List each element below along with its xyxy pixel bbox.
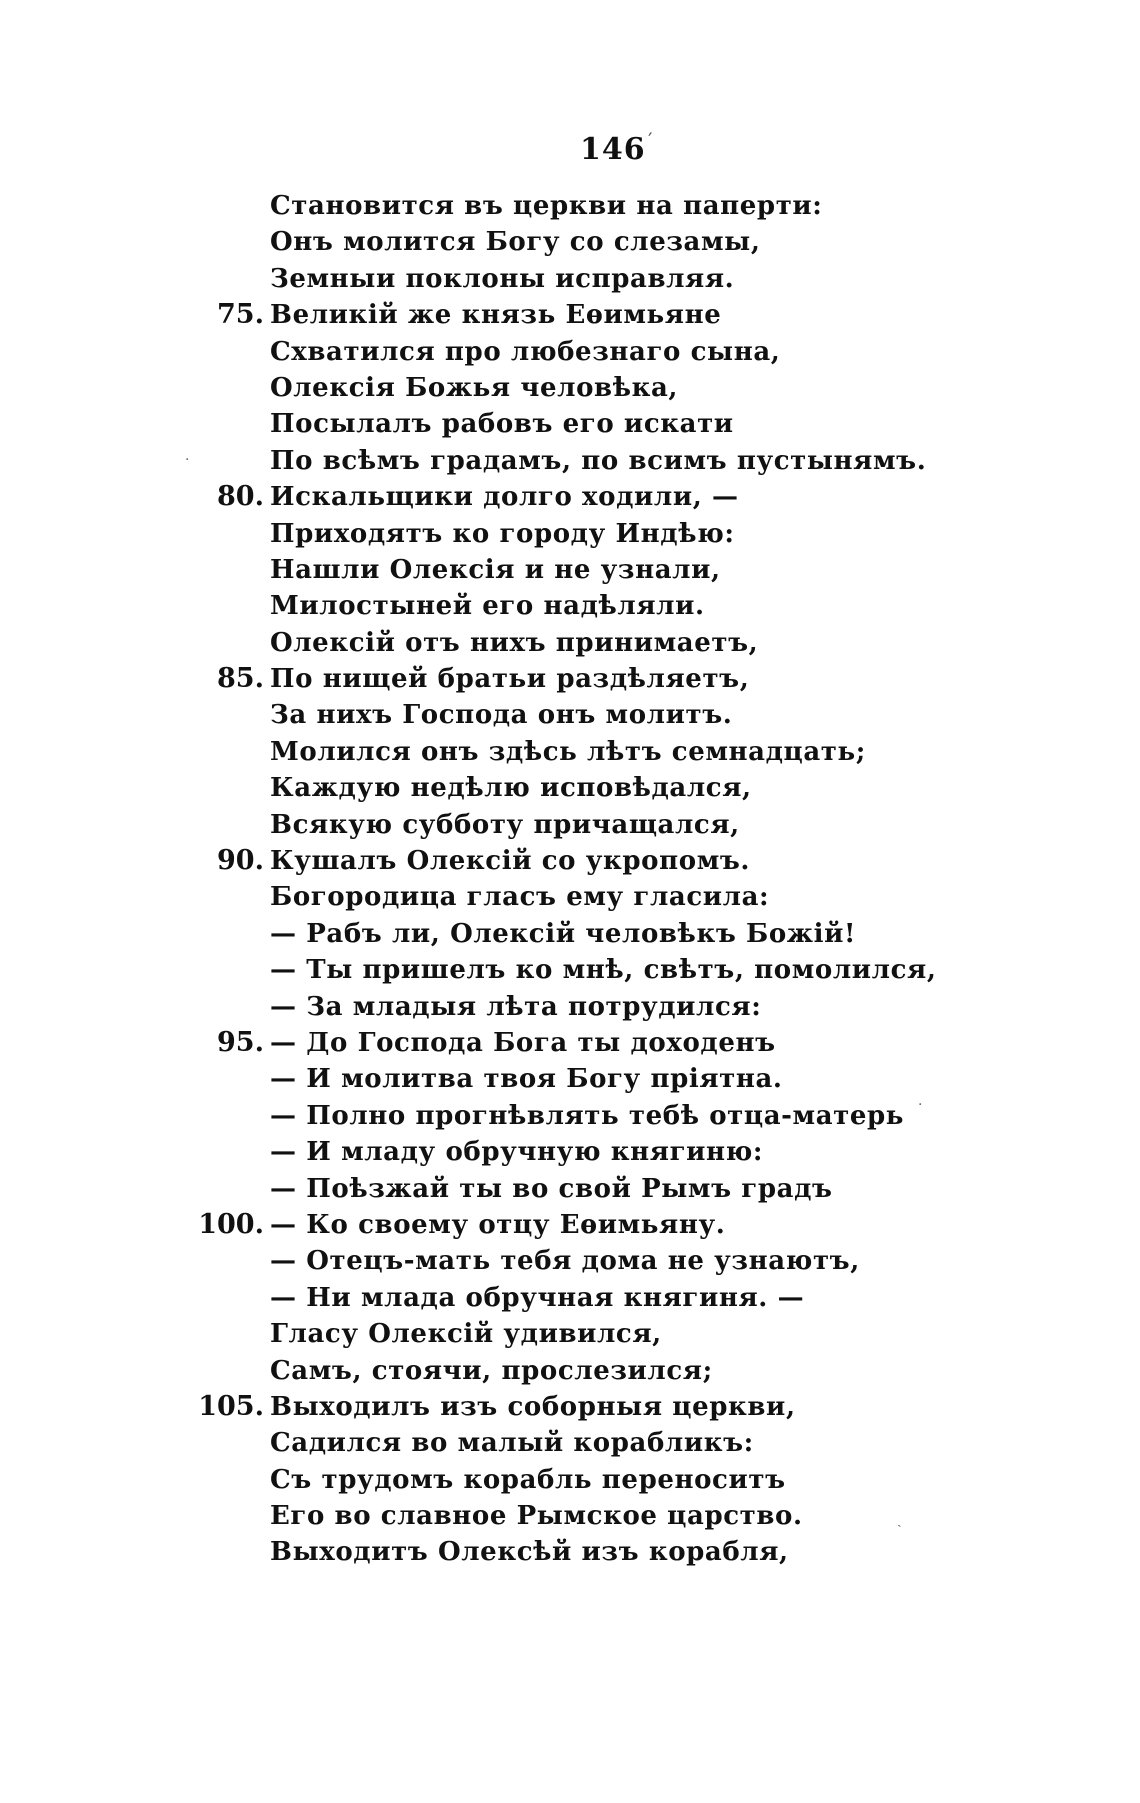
verse-line bbox=[0, 1171, 1140, 1207]
verse-line bbox=[0, 1316, 1140, 1352]
line-number: 90. bbox=[217, 845, 264, 877]
line-text: По всѣмъ градамъ, по всимъ пустынямъ. bbox=[270, 445, 927, 476]
page-number: 146 bbox=[580, 132, 646, 167]
line-text: За нихъ Господа онъ молитъ. bbox=[270, 700, 733, 731]
scan-speck: · bbox=[185, 452, 190, 468]
line-text: Посылалъ рабовъ его искати bbox=[270, 409, 734, 440]
verse-line bbox=[0, 479, 1140, 515]
verse-line bbox=[0, 1098, 1140, 1134]
line-number: 75. bbox=[217, 299, 264, 331]
line-text: — До Господа Бога ты доходенъ bbox=[270, 1027, 776, 1058]
verse-line bbox=[0, 516, 1140, 552]
verse-line bbox=[0, 661, 1140, 697]
page-mark: ′ bbox=[648, 128, 653, 152]
line-text: Земныи поклоны исправляя. bbox=[270, 263, 735, 294]
verse-line bbox=[0, 807, 1140, 843]
verse-line bbox=[0, 370, 1140, 406]
verse-line bbox=[0, 1425, 1140, 1461]
verse-line bbox=[0, 297, 1140, 333]
line-number: 85. bbox=[217, 663, 264, 695]
line-text: Милостыней его надѣляли. bbox=[270, 591, 705, 622]
line-text: Самъ, стоячи, прослезился; bbox=[270, 1355, 713, 1386]
verse-line bbox=[0, 989, 1140, 1025]
line-text: Богородица гласъ ему гласила: bbox=[270, 882, 770, 913]
verse-line bbox=[0, 1462, 1140, 1498]
line-text: — Отецъ-мать тебя дома не узнаютъ, bbox=[270, 1246, 860, 1277]
verse-line bbox=[0, 952, 1140, 988]
verse-line bbox=[0, 1534, 1140, 1570]
line-text: Становится въ церкви на паперти: bbox=[270, 191, 823, 221]
verse-block bbox=[0, 188, 1140, 1571]
line-text: Олексій отъ нихъ принимаетъ, bbox=[270, 627, 759, 658]
line-text: — И младу обручную княгиню: bbox=[270, 1137, 764, 1168]
line-text: Схватился про любезнаго сына, bbox=[270, 336, 781, 367]
verse-line bbox=[0, 1025, 1140, 1061]
line-number: 105. bbox=[198, 1390, 264, 1422]
line-text: — Ко своему отцу Еѳимьяну. bbox=[270, 1209, 726, 1240]
line-text: Гласу Олексій удивился, bbox=[270, 1319, 662, 1350]
line-text: Великій же князь Еѳимьяне bbox=[270, 300, 722, 331]
verse-line bbox=[0, 224, 1140, 260]
verse-line bbox=[0, 625, 1140, 661]
line-text: — Ты пришелъ ко мнѣ, свѣтъ, помолился, bbox=[270, 955, 937, 986]
line-text: Садился во малый корабликъ: bbox=[270, 1428, 754, 1459]
line-text: Выходилъ изъ соборныя церкви, bbox=[270, 1391, 796, 1422]
line-text: Молился онъ здѣсь лѣтъ семнадцать; bbox=[270, 736, 866, 767]
verse-line bbox=[0, 261, 1140, 297]
verse-line bbox=[0, 588, 1140, 624]
line-text: — И молитва твоя Богу пріятна. bbox=[270, 1064, 783, 1095]
line-text: Нашли Олексія и не узнали, bbox=[270, 554, 721, 585]
line-number: 80. bbox=[217, 481, 264, 513]
verse-line bbox=[0, 552, 1140, 588]
verse-line bbox=[0, 1389, 1140, 1425]
verse-line bbox=[0, 1498, 1140, 1534]
line-number: 95. bbox=[217, 1026, 264, 1058]
verse-line bbox=[0, 697, 1140, 733]
line-text: Выходитъ Олексѣй изъ корабля, bbox=[270, 1537, 789, 1568]
scan-speck: · bbox=[918, 1097, 923, 1113]
line-number: 100. bbox=[198, 1208, 264, 1240]
line-text: Искальщики долго ходили, — bbox=[270, 482, 739, 513]
verse-line bbox=[0, 1353, 1140, 1389]
verse-line bbox=[0, 1280, 1140, 1316]
verse-line bbox=[0, 1061, 1140, 1097]
verse-line bbox=[0, 879, 1140, 915]
verse-line bbox=[0, 406, 1140, 442]
line-text: — Рабъ ли, Олексій человѣкъ Божій! bbox=[270, 918, 857, 949]
verse-line bbox=[0, 770, 1140, 806]
line-text: — Поѣзжай ты во свой Рымъ градъ bbox=[270, 1173, 833, 1204]
line-text: — Полно прогнѣвлять тебѣ отца-матерь bbox=[270, 1100, 905, 1131]
verse-line bbox=[0, 916, 1140, 952]
verse-line bbox=[0, 443, 1140, 479]
line-text: — Ни млада обручная княгиня. — bbox=[270, 1282, 805, 1313]
verse-line bbox=[0, 188, 1140, 224]
verse-line bbox=[0, 734, 1140, 770]
verse-line bbox=[0, 1243, 1140, 1279]
verse-line bbox=[0, 843, 1140, 879]
verse-line bbox=[0, 1207, 1140, 1243]
line-text: По нищей братьи раздѣляетъ, bbox=[270, 664, 750, 695]
verse-line bbox=[0, 334, 1140, 370]
line-text: Приходятъ ко городу Индѣю: bbox=[270, 518, 735, 549]
line-text: Съ трудомъ корабль переноситъ bbox=[270, 1464, 786, 1495]
scan-speck: ˎ bbox=[897, 1512, 902, 1528]
line-text: Его во славное Рымское царство. bbox=[270, 1501, 803, 1532]
line-text: — За младыя лѣта потрудился: bbox=[270, 991, 762, 1022]
verse-line bbox=[0, 1134, 1140, 1170]
line-text: Олексія Божья человѣка, bbox=[270, 372, 679, 403]
line-text: Каждую недѣлю исповѣдался, bbox=[270, 773, 752, 804]
line-text: Всякую субботу причащался, bbox=[270, 809, 740, 840]
line-text: Онъ молится Богу со слезамы, bbox=[270, 227, 761, 258]
line-text: Кушалъ Олексій со укропомъ. bbox=[270, 846, 751, 877]
